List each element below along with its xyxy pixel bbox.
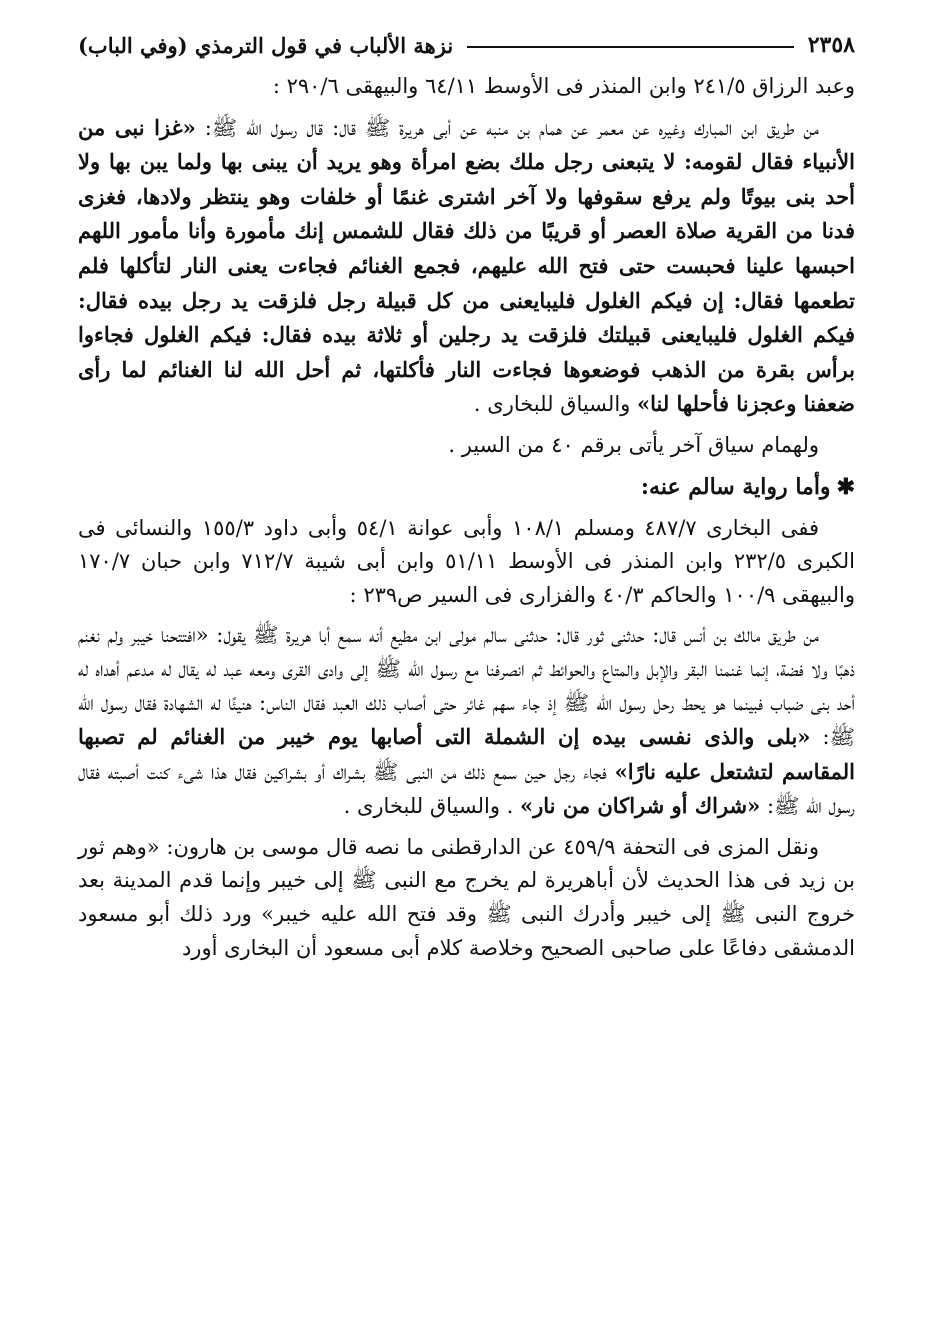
hadith-quote-text: «شراك أو شراكان من نار» <box>520 793 761 819</box>
section-heading-text: وأما رواية سالم عنه: <box>640 473 831 500</box>
page-body <box>78 70 855 965</box>
paragraph <box>78 70 855 104</box>
page-header <box>78 28 855 62</box>
paragraph-text: ونقل المزى فى التحفة ٤٥٩/٩ عن الدارقطنى ما نصه قال موسى بن هارون: «وهم ثور بن زيد فى هذا الحديث لأن أباهريرة لم يخرج مع النبى ﷺ إلى خيبر وإنما قدم المدينة بعد خروج النبى ﷺ إلى خيبر وأدرك النبى ﷺ وقد فتح الله عليه خيبر» ورد ذلك أبو مسعود الدمشقى دفاعًا على صاحبى الصحيح وخلاصة كلام أبى مسعود أن البخارى أورد <box>78 834 855 960</box>
paragraph-text: ولهمام سياق آخر يأتى برقم ٤٠ من السير . <box>448 432 819 457</box>
star-icon: ✱ <box>836 473 855 500</box>
header-rule <box>467 46 794 48</box>
paragraph <box>78 831 855 965</box>
paragraph-text: . والسياق للبخارى . <box>343 794 521 819</box>
paragraph-group-1 <box>78 70 855 463</box>
paragraph <box>78 619 855 824</box>
paragraph-text: ففى البخارى ٤٨٧/٧ ومسلم ١٠٨/١ وأبى عوانة ٥٤/١ وأبى داود ١٥٥/٣ والنسائى فى الكبرى ٢٣٢/٥ وابن المنذر فى الأوسط ٥١/١١ وابن أبى شيبة ٧١٢/٧ وابن حبان ١٧٠/٧ والبيهقى ١٠٠/٩ والحاكم ٤٠/٣ والفزارى فى السير ص٢٣٩ : <box>78 515 855 607</box>
section-heading <box>78 470 855 504</box>
paragraph-group-2 <box>78 512 855 966</box>
paragraph <box>78 429 855 463</box>
page-number: ٢٣٥٨ <box>807 32 855 58</box>
paragraph-text: من طريق ابن المبارك وغيره عن معمر عن همام بن منبه عن أبى هريرة ﷺ قال: قال رسول الله ﷺ: <box>195 115 819 140</box>
paragraph <box>78 111 855 422</box>
running-title: نزهة الألباب في قول الترمذي (وفي الباب) <box>78 32 454 58</box>
paragraph-text: فجاء رجل حين سمع ذلك من النبى ﷺ بشراك أو بشراكين فقال هذا شىء كنت أصبته فقال رسول الله ﷺ: <box>78 759 855 819</box>
paragraph-text: وعبد الرزاق ٢٤١/٥ وابن المنذر فى الأوسط ٦٤/١١ والبيهقى ٢٩٠/٦ : <box>272 74 855 98</box>
paragraph-text: والسياق للبخارى . <box>473 392 637 417</box>
paragraph-text: من طريق مالك بن أنس قال: حدثنى ثور قال: حدثنى سالم مولى ابن مطيع أنه سمع أبا هريرة ﷺ يقول: «افتتحنا خيبر ولم نغنم ذهبًا ولا فضة، إنما غنمنا البقر والإبل والمتاع والحوائط ثم انصرفنا مع رسول الله ﷺ إلى وادى القرى ومعه عبد له يقال له مدعم أهداه له أحد بنى ضباب فبينما هو يحط رحل رسول الله ﷺ إذ جاء سهم غائر حتى أصاب ذلك العبد فقال الناس: هنيئًا له الشهادة فقال رسول الله ﷺ: <box>78 623 855 750</box>
hadith-quote-text: «بلى والذى نفسى بيده إن الشملة التى أصابها يوم خيبر من الغنائم لم تصبها المقاسم لتشتعل عليه نارًا» <box>78 724 855 784</box>
paragraph <box>78 512 855 613</box>
hadith-quote-text: «غزا نبى من الأنبياء فقال لقومه: لا يتبعنى رجل ملك بضع امرأة وهو يريد أن يبنى بها ولما يبن بها ولا أحد بنى بيوتًا ولم يرفع سقوفها ولا آخر اشترى غنمًا أو خلفات وهو ينتظر ولادها، فغزى فدنا من القرية صلاة العصر أو قريبًا من ذلك فقال للشمس إنك مأمورة وأنا مأمور اللهم احبسها علينا فحبست حتى فتح الله عليهم، فجمع الغنائم فجاءت يعنى النار لتأكلها فلم تطعمها فقال: إن فيكم الغلول فليبايعنى من كل قبيلة رجل فلزقت يد رجل بيده فقال: فيكم الغلول فليبايعنى قبيلتك فلزقت يد رجلين أو ثلاثة بيده فقال: فيكم الغلول فجاءوا برأس بقرة من الذهب فوضعوها فجاءت النار فأكلتها، ثم أحل الله لنا الغنائم لما رأى ضعفنا وعجزنا فأحلها لنا» <box>78 114 855 417</box>
